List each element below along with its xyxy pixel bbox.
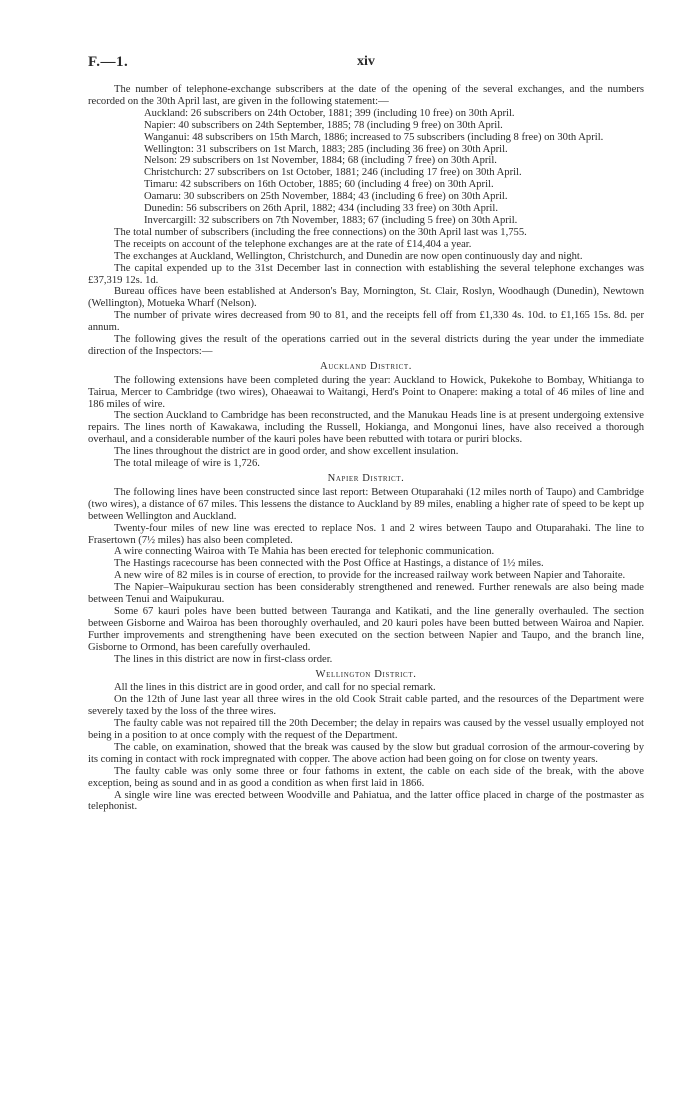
paragraph: The lines in this district are now in first-class order. (114, 653, 333, 665)
paragraph: The number of private wires decreased from 90 to 81, and the receipts fell off from £1,330 4s. 10d. to £1,165 15s. 8d. per annum. (88, 310, 644, 334)
list-item: Oamaru: 30 subscribers on 25th November, 1884; 43 (including 6 free) on 30th April. (144, 191, 508, 203)
section-heading-napier: Napier District. (327, 473, 405, 484)
intro-paragraph: The number of telephone-exchange subscribers at the date of the opening of the several exchanges, and the numbers recorded on the 30th April last, are given in the following statement:— (88, 84, 644, 107)
paragraph: The receipts on account of the telephone exchanges are at the rate of £14,404 a year. (114, 238, 472, 250)
list-item: Nelson: 29 subscribers on 1st November, 1884; 68 (including 7 free) on 30th April. (144, 155, 497, 167)
paragraph: The cable, on examination, showed that the break was caused by the slow but gradual corrosion of the armour-covering by its coming in contact with rock impregnated with copper. The above action had been going on for close on twenty years. (88, 741, 644, 765)
page-header (88, 54, 644, 76)
paragraph: The exchanges at Auckland, Wellington, Christchurch, and Dunedin are now open continuously day and night. (114, 250, 583, 262)
paragraph: The Hastings racecourse has been connected with the Post Office at Hastings, a distance of 1½ miles. (114, 558, 544, 570)
paragraph: Twenty-four miles of new line was erected to replace Nos. 1 and 2 wires between Taupo and Otuparahaki. The line to Frasertown (7½ miles) has also been completed. (88, 522, 644, 546)
list-item: Napier: 40 subscribers on 24th September, 1885; 78 (including 9 free) on 30th April. (144, 119, 503, 131)
document-body (88, 84, 644, 813)
paragraph: The total mileage of wire is 1,726. (114, 458, 260, 470)
paragraph: Bureau offices have been established at Anderson's Bay, Mornington, St. Clair, Roslyn, Woodhaugh (Dunedin), Newtown (Wellington), Motueka Wharf (Nelson). (88, 286, 644, 310)
paragraph: The Napier–Waipukurau section has been considerably strengthened and renewed. Further renewals are also being made between Tenui and Waipukurau. (88, 582, 644, 606)
paragraph: A new wire of 82 miles is in course of erection, to provide for the increased railway work between Napier and Tahoraite. (114, 570, 626, 582)
paragraph: The faulty cable was not repaired till the 20th December; the delay in repairs was caused by the vessel usually employed not being in a position to at once comply with the request of the Department. (88, 718, 644, 742)
paragraph: The lines throughout the district are in good order, and show excellent insulation. (114, 446, 459, 458)
paragraph: The following extensions have been completed during the year: Auckland to Howick, Pukekohe to Bombay, Whitianga to Tairua, Mercer to Cambridge (two wires), Ohaeawai to Waitangi, Herd's Point to Onapere: making a total of 46 miles of line and 186 miles of wire. (88, 374, 644, 410)
paragraph: On the 12th of June last year all three wires in the old Cook Strait cable parted, and the resources of the Department were severely taxed by the loss of the three wires. (88, 694, 644, 718)
paragraph: The section Auckland to Cambridge has been reconstructed, and the Manukau Heads line is at present undergoing extensive repairs. The lines north of Kawakawa, including the Russell, Hokianga, and Mongonui lines, have also received a thorough overhaul, and a considerable number of the kauri poles have been rebutted with totara or puriri blocks. (88, 410, 644, 446)
list-item: Auckland: 26 subscribers on 24th October, 1881; 399 (including 10 free) on 30th April. (144, 107, 515, 119)
section-reference: F.—1. (88, 54, 129, 70)
list-item: Invercargill: 32 subscribers on 7th November, 1883; 67 (including 5 free) on 30th April. (144, 214, 518, 226)
page-number: xiv (357, 54, 375, 69)
list-item: Wanganui: 48 subscribers on 15th March, 1886; increased to 75 subscribers (including 8 free) on 30th April. (144, 131, 604, 143)
document-page (88, 54, 644, 813)
list-item: Wellington: 31 subscribers on 1st March, 1883; 285 (including 36 free) on 30th April. (144, 143, 508, 155)
subscriber-list (144, 108, 644, 227)
paragraph: All the lines in this district are in good order, and call for no special remark. (114, 682, 436, 694)
paragraph: A single wire line was erected between Woodville and Pahiatua, and the latter office placed in charge of the postmaster as telephonist. (88, 789, 644, 813)
paragraph: Some 67 kauri poles have been butted between Tauranga and Katikati, and the line generally overhauled. The section between Gisborne and Wairoa has been thoroughly overhauled, and 20 kauri poles have been butted between Wairoa and Napier. Further improvements and strengthening have been executed on the section between Napier and Taupo, and the branch line, Gisborne to Ormond, has been carefully overhauled. (88, 605, 644, 653)
section-heading-auckland: Auckland District. (319, 360, 413, 372)
paragraph: The following gives the result of the operations carried out in the several districts during the year under the immediate direction of the Inspectors:— (88, 334, 644, 357)
list-item: Christchurch: 27 subscribers on 1st October, 1881; 246 (including 17 free) on 30th April. (144, 167, 522, 179)
paragraph: The total number of subscribers (including the free connections) on the 30th April last was 1,755. (114, 226, 527, 238)
paragraph: The following lines have been constructed since last report: Between Otuparahaki (12 miles north of Taupo) and Cambridge (two wires), a distance of 67 miles. This lessens the distance to Auckland by 89 miles, enabling a higher rate of speed to be kept up between Wellington and Auckland. (88, 486, 644, 522)
paragraph: The capital expended up to the 31st December last in connection with establishing the several telephone exchanges was £37,319 12s. 1d. (88, 262, 644, 286)
paragraph: A wire connecting Wairoa with Te Mahia has been erected for telephonic communication. (114, 546, 495, 558)
list-item: Dunedin: 56 subscribers on 26th April, 1882; 434 (including 33 free) on 30th April. (144, 203, 498, 215)
paragraph: The faulty cable was only some three or four fathoms in extent, the cable on each side of the break, with the above exception, being as sound and in as good a condition as when first laid in 1866. (88, 765, 644, 789)
list-item: Timaru: 42 subscribers on 16th October, 1885; 60 (including 4 free) on 30th April. (144, 179, 494, 191)
section-heading-wellington: Wellington District. (315, 668, 417, 680)
